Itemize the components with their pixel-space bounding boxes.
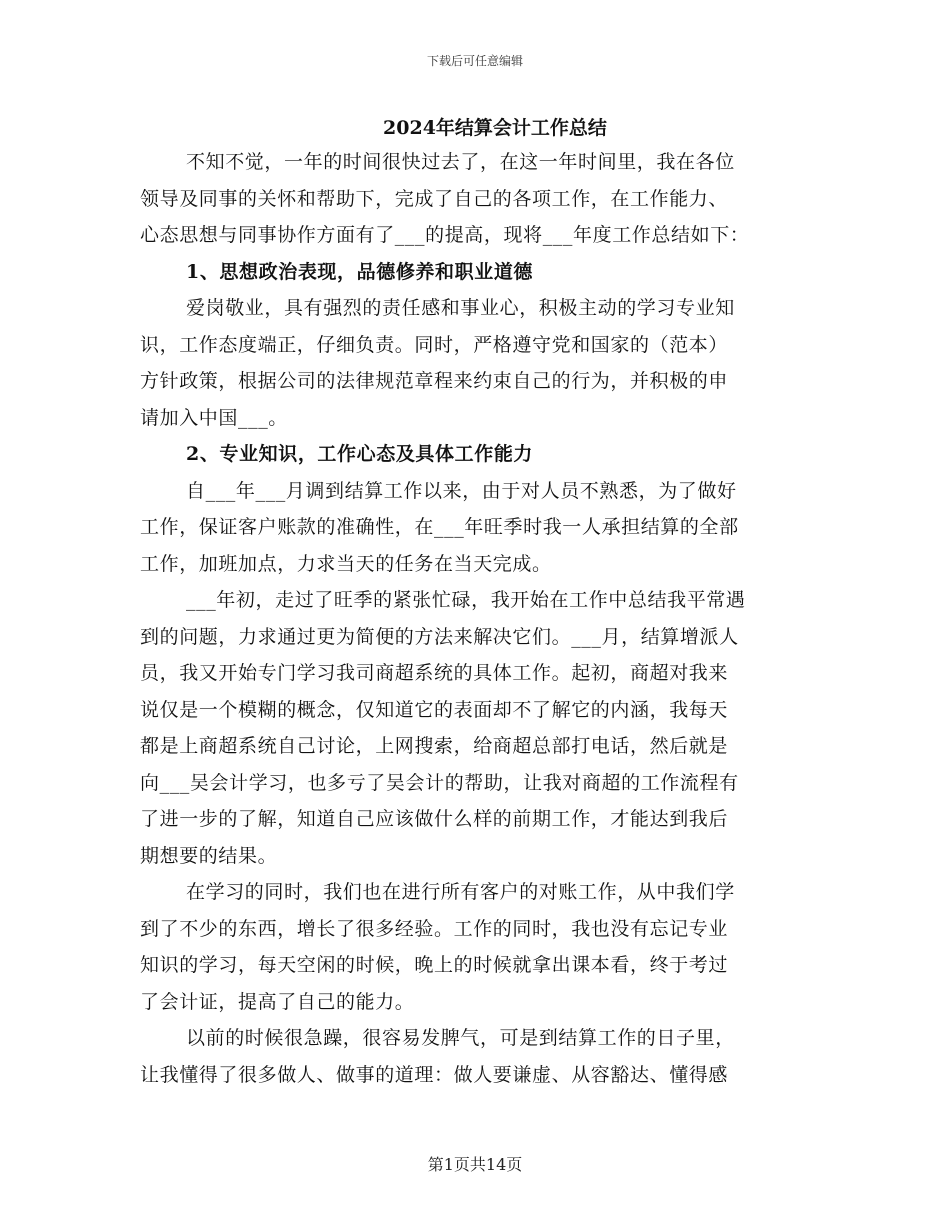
paragraph-line: ___年初，走过了旺季的紧张忙碌，我开始在工作中总结我平常遇 — [186, 589, 746, 611]
paragraph-line: 都是上商超系统自己讨论，上网搜索，给商超总部打电话，然后就是 — [140, 735, 729, 757]
paragraph-line: 了会计证，提高了自己的能力。 — [140, 990, 415, 1013]
document-body — [140, 144, 810, 1093]
paragraph-line: 不知不觉，一年的时间很快过去了，在这一年时间里，我在各位 — [186, 151, 735, 173]
paragraph-line: 方针政策，根据公司的法律规范章程来约束自己的行为，并积极的申 — [140, 370, 729, 392]
paragraph-line: 在学习的同时，我们也在进行所有客户的对账工作，从中我们学 — [186, 881, 735, 903]
section-heading-2: 2、专业知识，工作心态及具体工作能力 — [186, 443, 534, 465]
paragraph-line: 爱岗敬业，具有强烈的责任感和事业心，积极主动的学习专业知 — [186, 297, 735, 319]
paragraph-line: 说仅是一个模糊的概念，仅知道它的表面却不了解它的内涵，我每天 — [140, 698, 729, 721]
paragraph-line: 员，我又开始专门学习我司商超系统的具体工作。起初，商超对我来 — [140, 662, 729, 684]
paragraph-line: 领导及同事的关怀和帮助下，完成了自己的各项工作，在工作能力、 — [140, 187, 729, 210]
page-header-note: 下载后可任意编辑 — [426, 54, 523, 68]
paragraph-line: 到的问题，力求通过更为简便的方法来解决它们。___月，结算增派人 — [140, 625, 739, 648]
paragraph-line: 了进一步的了解，知道自己应该做什么样的前期工作，才能达到我后 — [140, 808, 729, 830]
page-footer-number: 第1页共14页 — [427, 1155, 523, 1174]
paragraph-line: 请加入中国___。 — [140, 406, 288, 429]
paragraph-line: 让我懂得了很多做人、做事的道理：做人要谦虚、从容豁达、懂得感 — [140, 1063, 729, 1086]
paragraph-line: 工作，保证客户账款的准确性，在___年旺季时我一人承担结算的全部 — [140, 516, 739, 538]
document-title: 2024年结算会计工作总结 — [383, 117, 607, 139]
paragraph-line: 心态思想与同事协作方面有了___的提高，现将___年度工作总结如下： — [140, 224, 750, 246]
paragraph-line: 向___吴会计学习，也多亏了吴会计的帮助，让我对商超的工作流程有 — [140, 771, 739, 794]
paragraph-line: 以前的时候很急躁，很容易发脾气，可是到结算工作的日子里， — [186, 1027, 735, 1049]
paragraph-line: 到了不少的东西，增长了很多经验。工作的同时，我也没有忘记专业 — [140, 917, 729, 940]
paragraph-line: 期想要的结果。 — [140, 844, 278, 867]
paragraph-line: 知识的学习，每天空闲的时候，晚上的时候就拿出课本看，终于考过 — [140, 954, 729, 976]
section-heading-1: 1、思想政治表现，品德修养和职业道德 — [186, 260, 534, 283]
paragraph-line: 工作，加班加点，力求当天的任务在当天完成。 — [140, 552, 552, 575]
paragraph-line: 自___年___月调到结算工作以来，由于对人员不熟悉，为了做好 — [186, 479, 737, 502]
paragraph-line: 识，工作态度端正，仔细负责。同时，严格遵守党和国家的（范本） — [140, 333, 729, 356]
